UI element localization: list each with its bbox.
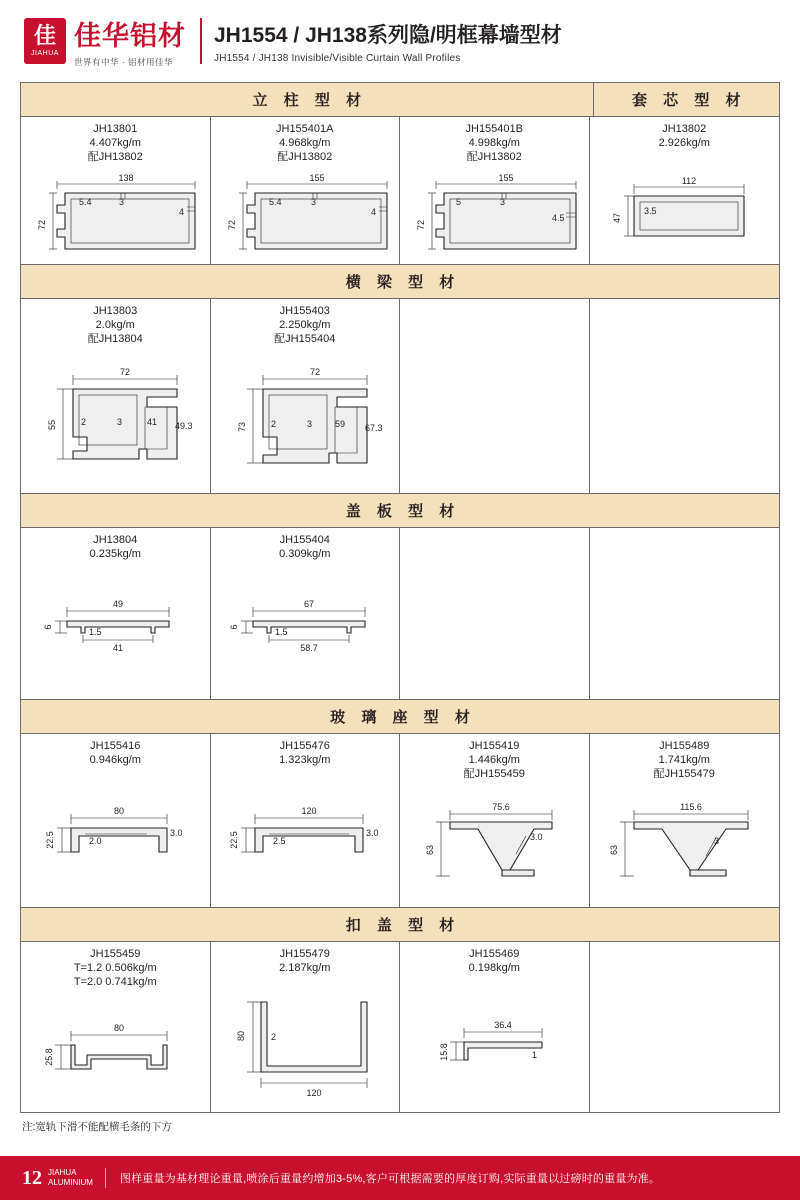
- band-glass-seat-label: 玻 璃 座 型 材: [21, 700, 779, 734]
- cell-JH13802: [590, 117, 780, 264]
- code: JH155419: [469, 740, 520, 752]
- dim-height: 47: [612, 213, 623, 224]
- dim-width: 36.4: [494, 1019, 513, 1030]
- dim-height: 63: [609, 845, 620, 856]
- weight: 1.446kg/m: [468, 753, 520, 766]
- dim-width: 72: [309, 366, 320, 377]
- figure-JH155469: [406, 1002, 582, 1082]
- dim-a: 3.5: [644, 206, 657, 217]
- dim-a: 5.4: [268, 197, 282, 208]
- dim-a: 1.5: [89, 627, 102, 638]
- dim-b: 3: [500, 197, 506, 208]
- logo-sub: JIAHUA: [31, 50, 59, 57]
- cell-cover-empty-1: [400, 528, 590, 699]
- figure-JH155401A: [217, 173, 393, 251]
- cell-beam-empty-1: [400, 299, 590, 493]
- dim-width: 75.6: [492, 802, 511, 813]
- row-glass-seat-profiles: [21, 734, 779, 908]
- dim-width: 155: [498, 173, 514, 184]
- weight: 1.741kg/m: [658, 753, 710, 766]
- logo-icon: [24, 18, 66, 64]
- dim-width: 80: [114, 806, 125, 817]
- row-column-profiles: [21, 117, 779, 265]
- match: 配JH155404: [274, 332, 336, 345]
- dim-width: 115.6: [680, 802, 703, 813]
- page-subtitle: JH1554 / JH138 Invisible/Visible Curtain Wall Profiles: [214, 52, 461, 64]
- match: 配JH155479: [653, 767, 715, 780]
- dim-b: 3: [119, 197, 125, 208]
- dim-b: 58.7: [299, 643, 318, 654]
- code: JH155401B: [465, 123, 523, 135]
- dim-a: 2: [81, 416, 87, 427]
- dim-height: 63: [425, 845, 436, 856]
- code: JH13804: [93, 534, 138, 546]
- dim-height: 22.5: [228, 831, 239, 850]
- figure-JH155479: [217, 984, 393, 1099]
- page-title: JH1554 / JH138系列隐/明框幕墙型材: [214, 23, 562, 47]
- dim-width: 138: [118, 173, 134, 184]
- figure-JH155403: [217, 363, 393, 473]
- band-row-beam: [21, 265, 779, 299]
- dim-c: 59: [334, 418, 345, 429]
- footer-brand: [48, 1168, 106, 1188]
- page-header: [0, 0, 800, 76]
- dim-a: 3.0: [530, 832, 543, 843]
- cell-JH155479: [211, 942, 401, 1112]
- logo-glyph: 佳: [33, 23, 56, 48]
- band-snap-cover-label: 扣 盖 型 材: [21, 908, 779, 942]
- band-sleeve-label: 套 芯 型 材: [594, 83, 780, 117]
- cell-JH155469: [400, 942, 590, 1112]
- code: JH13801: [93, 123, 138, 135]
- footer-brand-cn: JIAHUA: [48, 1168, 77, 1177]
- weight: 0.946kg/m: [89, 753, 141, 766]
- weight: 4.968kg/m: [279, 136, 331, 149]
- code: JH155479: [279, 948, 330, 960]
- figure-JH155459: [27, 1009, 203, 1089]
- dim-width: 120: [301, 806, 317, 817]
- match: 配JH13802: [87, 150, 143, 163]
- match: 配JH13802: [277, 150, 333, 163]
- weight: 4.998kg/m: [468, 136, 520, 149]
- weight2: T=2.0 0.741kg/m: [73, 975, 157, 988]
- footnote: 注:宽轨下滑不能配横毛条的下方: [22, 1121, 172, 1133]
- dim-width: 155: [309, 173, 325, 184]
- dim-b: 3.0: [170, 828, 183, 839]
- cell-beam-empty-2: [590, 299, 780, 493]
- dim-a: 5.4: [79, 197, 92, 208]
- code: JH155489: [659, 740, 710, 752]
- dim-width: 80: [114, 1022, 125, 1033]
- dim-width: 72: [120, 366, 131, 377]
- dim-c: 4: [370, 207, 376, 218]
- figure-JH155404: [217, 593, 393, 663]
- dim-height: 80: [235, 1031, 246, 1042]
- weight: 0.309kg/m: [279, 547, 331, 560]
- weight: 2.187kg/m: [279, 961, 331, 974]
- dim-height: 73: [236, 421, 247, 432]
- page-footer: [0, 1156, 800, 1200]
- band-column-label: 立 柱 型 材: [21, 83, 594, 117]
- match: 配JH155459: [463, 767, 525, 780]
- band-row-snap-cover: [21, 908, 779, 942]
- code: JH155401A: [276, 123, 334, 135]
- band-beam-label: 横 梁 型 材: [21, 265, 779, 299]
- code: JH155459: [90, 948, 141, 960]
- figure-JH155416: [27, 790, 203, 880]
- code: JH155416: [90, 740, 141, 752]
- cell-JH13801: [21, 117, 211, 264]
- code: JH155469: [469, 948, 520, 960]
- dim-b: 3: [117, 416, 123, 427]
- dim-width: 67: [303, 599, 314, 610]
- cell-JH155419: [400, 734, 590, 907]
- dim-b: 3: [310, 197, 316, 208]
- dim-b: 41: [113, 643, 124, 654]
- dim-a: 2.0: [89, 836, 102, 847]
- dim-a: 1: [532, 1049, 538, 1060]
- cell-JH155489: [590, 734, 780, 907]
- dim-height: 6: [228, 624, 239, 630]
- figure-JH13804: [27, 593, 203, 663]
- dim-height: 72: [416, 220, 427, 231]
- figure-JH13803: [27, 363, 203, 473]
- match: 配JH13802: [466, 150, 522, 163]
- code: JH13803: [93, 305, 138, 317]
- weight: 2.926kg/m: [658, 136, 710, 149]
- dim-a: 5: [456, 197, 462, 208]
- cell-JH155459: [21, 942, 211, 1112]
- figure-JH13802: [596, 168, 772, 242]
- row-snap-cover-profiles: [21, 942, 779, 1112]
- dim-height: 72: [37, 220, 48, 231]
- dim-height: 55: [47, 419, 58, 430]
- weight: 2.0kg/m: [95, 318, 135, 331]
- weight: 0.198kg/m: [468, 961, 520, 974]
- dim-height: 72: [226, 220, 237, 231]
- cell-JH155404: [211, 528, 401, 699]
- row-cover-profiles: [21, 528, 779, 700]
- cell-JH155401B: [400, 117, 590, 264]
- dim-height: 15.8: [439, 1042, 450, 1061]
- code: JH155476: [279, 740, 330, 752]
- match: 配JH13804: [87, 332, 143, 345]
- figure-JH155476: [217, 790, 393, 880]
- brand-logo: [24, 14, 186, 68]
- cell-JH13803: [21, 299, 211, 493]
- row-beam-profiles: [21, 299, 779, 494]
- code: JH155403: [279, 305, 330, 317]
- figure-JH13801: [27, 173, 203, 251]
- cell-JH155401A: [211, 117, 401, 264]
- dim-width: 120: [306, 1088, 322, 1099]
- dim-c: 4: [179, 207, 185, 218]
- dim-height: 6: [43, 624, 54, 630]
- weight: 0.235kg/m: [89, 547, 141, 560]
- band-row-glass-seat: [21, 700, 779, 734]
- cell-JH155476: [211, 734, 401, 907]
- dim-height: 25.8: [44, 1047, 55, 1066]
- dim-width: 49: [113, 599, 124, 610]
- dim-a: 3: [714, 836, 720, 847]
- weight: 1.323kg/m: [279, 753, 331, 766]
- weight: T=1.2 0.506kg/m: [73, 961, 157, 974]
- brand-name: 佳华铝材: [74, 21, 186, 51]
- dim-c: 41: [147, 416, 158, 427]
- cell-JH13804: [21, 528, 211, 699]
- brand-slogan: 世界有中华 · 铝材用佳华: [74, 57, 174, 67]
- footer-brand-en: ALUMINIUM: [48, 1178, 93, 1187]
- cell-cover-empty-2: [590, 528, 780, 699]
- dim-a: 1.5: [274, 627, 288, 638]
- dim-c: 4.5: [552, 213, 565, 224]
- weight: 2.250kg/m: [279, 318, 331, 331]
- dim-a: 2.5: [272, 836, 286, 847]
- dim-d: 67.3: [364, 422, 383, 433]
- dim-b: 3: [306, 418, 312, 429]
- page-number: 12: [22, 1166, 42, 1189]
- cell-JH155416: [21, 734, 211, 907]
- code: JH155404: [279, 534, 330, 546]
- figure-JH155489: [596, 796, 772, 888]
- dim-a: 2: [270, 1032, 276, 1043]
- dim-width: 112: [682, 176, 697, 187]
- header-divider: [200, 18, 202, 64]
- profile-table: [20, 82, 780, 1113]
- band-cover-label: 盖 板 型 材: [21, 494, 779, 528]
- dim-b: 3.0: [365, 828, 379, 839]
- weight: 4.407kg/m: [89, 136, 141, 149]
- figure-JH155419: [406, 796, 582, 888]
- footer-note: 图样重量为基材理论重量,喷涂后重量约增加3-5%,客户可根据需要的厚度订购,实际重量以过磅时的重量为准。: [119, 1173, 661, 1185]
- dim-a: 2: [270, 418, 276, 429]
- dim-d: 49.3: [175, 420, 193, 431]
- code: JH13802: [662, 123, 707, 135]
- band-row-column: [21, 83, 779, 117]
- cell-snap-cover-empty: [590, 942, 780, 1112]
- dim-height: 22.5: [45, 831, 56, 850]
- cell-JH155403: [211, 299, 401, 493]
- band-row-cover: [21, 494, 779, 528]
- figure-JH155401B: [406, 173, 582, 251]
